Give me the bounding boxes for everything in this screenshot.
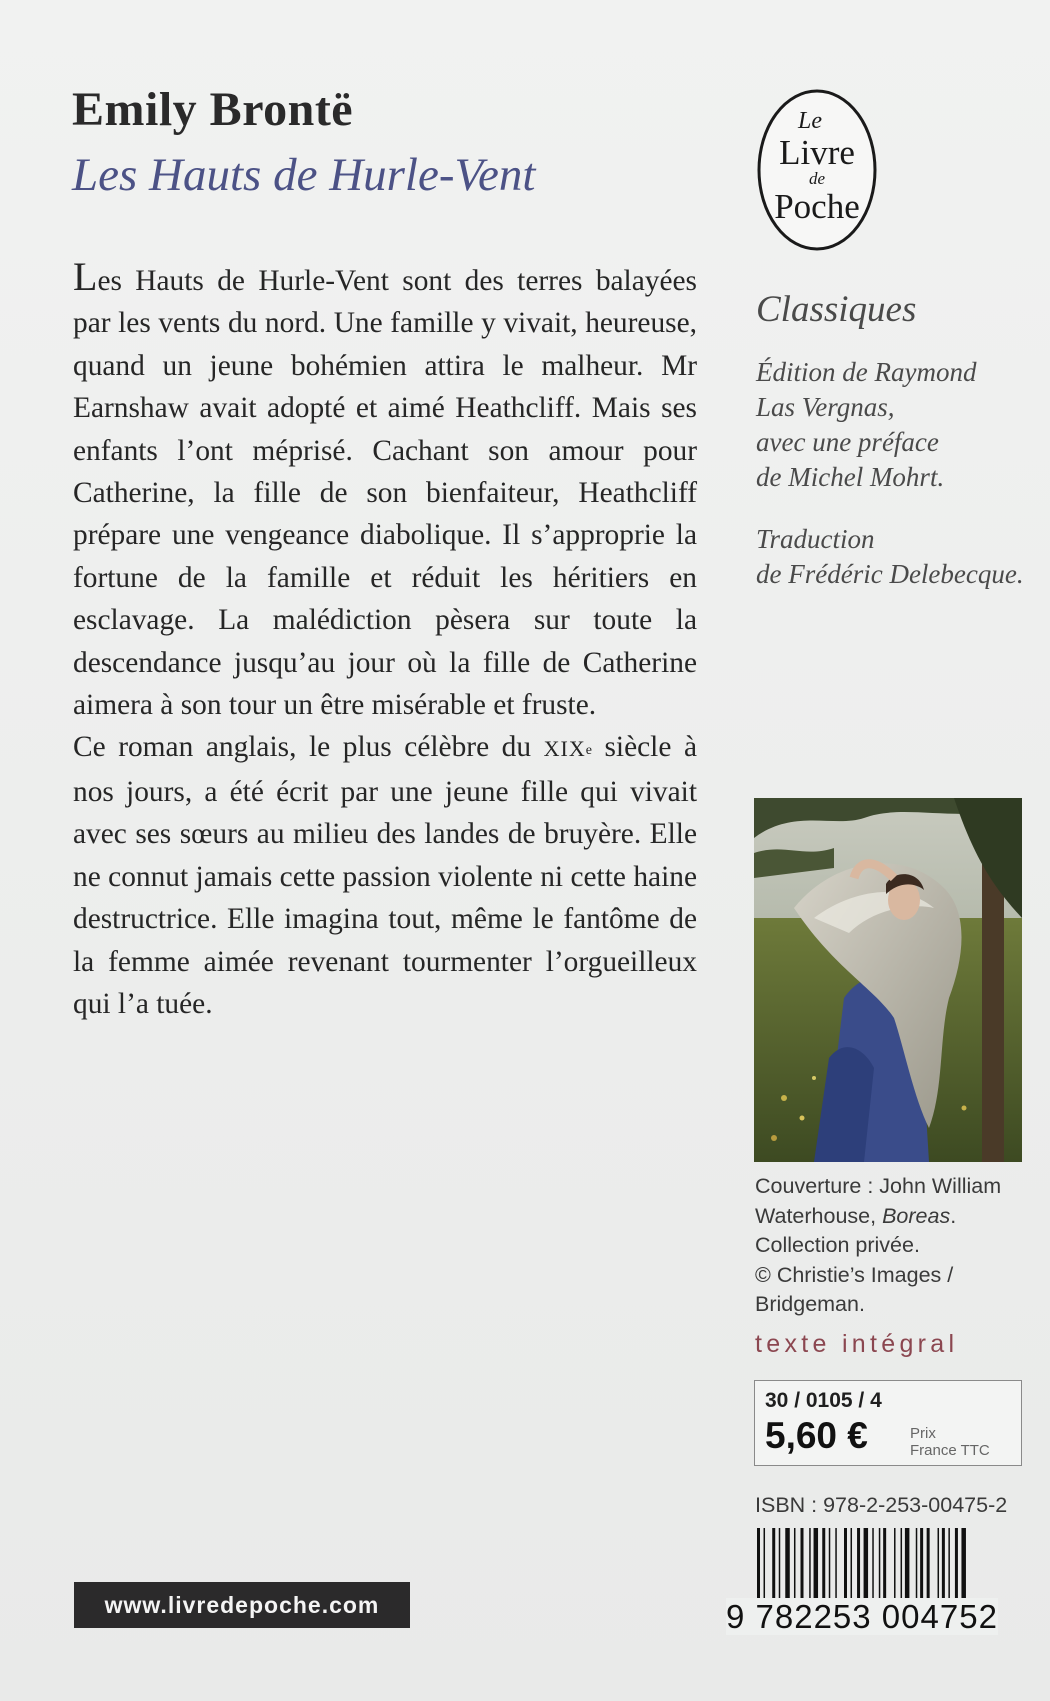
logo-le: Le [798, 108, 822, 134]
century-numeral: XIX [543, 736, 586, 762]
summary-p1-text: es Hauts de Hurle-Vent sont des terres balayées par les vents du nord. Une famille y vivait, heureuse, quand un jeune bohémien attira le malheur. Mr Earnshaw avait adopté et aimé Heathcliff. Mais ses enfants l’ont méprisé. Cachant son amour pour Catherine, la fille de son bienfaiteur, Heathcliff prépare une vengeance diabolique. Il s’approprie la fortune de la famille et réduit les héritiers en esclavage. La malédiction pèsera sur toute la descendance jusqu’au jour où la fille de Catherine aimera à son tour un être misérable et fruste. [73, 265, 697, 722]
book-title: Les Hauts de Hurle-Vent [72, 149, 536, 201]
logo-de: de [808, 169, 826, 188]
credit-line: Collection privée. [755, 1233, 920, 1257]
century-superscript: e [585, 743, 592, 759]
credit-line-painting [755, 1202, 1001, 1232]
cover-credits [755, 1172, 1001, 1320]
summary-paragraph-1 [73, 256, 697, 726]
price-note-line: Prix [910, 1425, 936, 1442]
credit-painting-title: Boreas [882, 1203, 951, 1228]
credit-line: Couverture : John William [755, 1174, 1002, 1198]
isbn-number: ISBN : 978-2-253-00475-2 [755, 1493, 1008, 1517]
website-link[interactable]: www.livredepoche.com [74, 1582, 410, 1628]
credit-line: © Christie’s Images / [755, 1262, 954, 1287]
summary-p2-before: Ce roman anglais, le plus célèbre du [73, 731, 544, 764]
edition-line: de Michel Mohrt. [756, 462, 945, 492]
edition-line: Las Vergnas, [756, 392, 895, 422]
translation-credit [756, 522, 1024, 592]
texte-integral-label: texte intégral [755, 1330, 959, 1358]
summary-paragraph-2 [73, 726, 697, 1025]
credit-line: Bridgeman. [755, 1292, 865, 1316]
edition-line: avec une préface [756, 427, 939, 457]
edition-credit [756, 355, 976, 495]
price-box [754, 1380, 1022, 1466]
logo-poche: Poche [774, 187, 860, 226]
price-code: 30 / 0105 / 4 [765, 1389, 882, 1412]
translation-line: Traduction [756, 524, 875, 554]
logo-livre: Livre [779, 133, 855, 172]
barcode-digits-text: 9 782253 004752 [726, 1598, 998, 1635]
price-note-line: France TTC [910, 1442, 990, 1459]
translation-line: de Frédéric Delebecque. [756, 559, 1024, 589]
collection-name: Classiques [756, 289, 917, 330]
author-name: Emily Brontë [72, 83, 354, 136]
livre-de-poche-logo [756, 88, 878, 252]
summary-text [73, 256, 697, 1025]
barcode-digits [726, 1598, 1026, 1636]
drop-cap: L [73, 254, 98, 299]
credit-painter: Waterhouse, [755, 1203, 883, 1228]
cover-painting-boreas [754, 798, 1022, 1162]
summary-p2-after: siècle à nos jours, a été écrit par une jeune fille qui vivait avec ses sœurs au milieu des landes de bruyère. Elle ne connut jamais cette passion violente ni cette haine destructrice. Elle imagina tout, même le fantôme de la femme aimée revenant tourmenter l’orgueilleux qui l’a tuée. [73, 731, 697, 1020]
edition-line: Édition de Raymond [756, 357, 977, 387]
price-amount: 5,60 € [765, 1415, 868, 1456]
price-note [910, 1425, 990, 1459]
credit-period: . [950, 1203, 957, 1228]
